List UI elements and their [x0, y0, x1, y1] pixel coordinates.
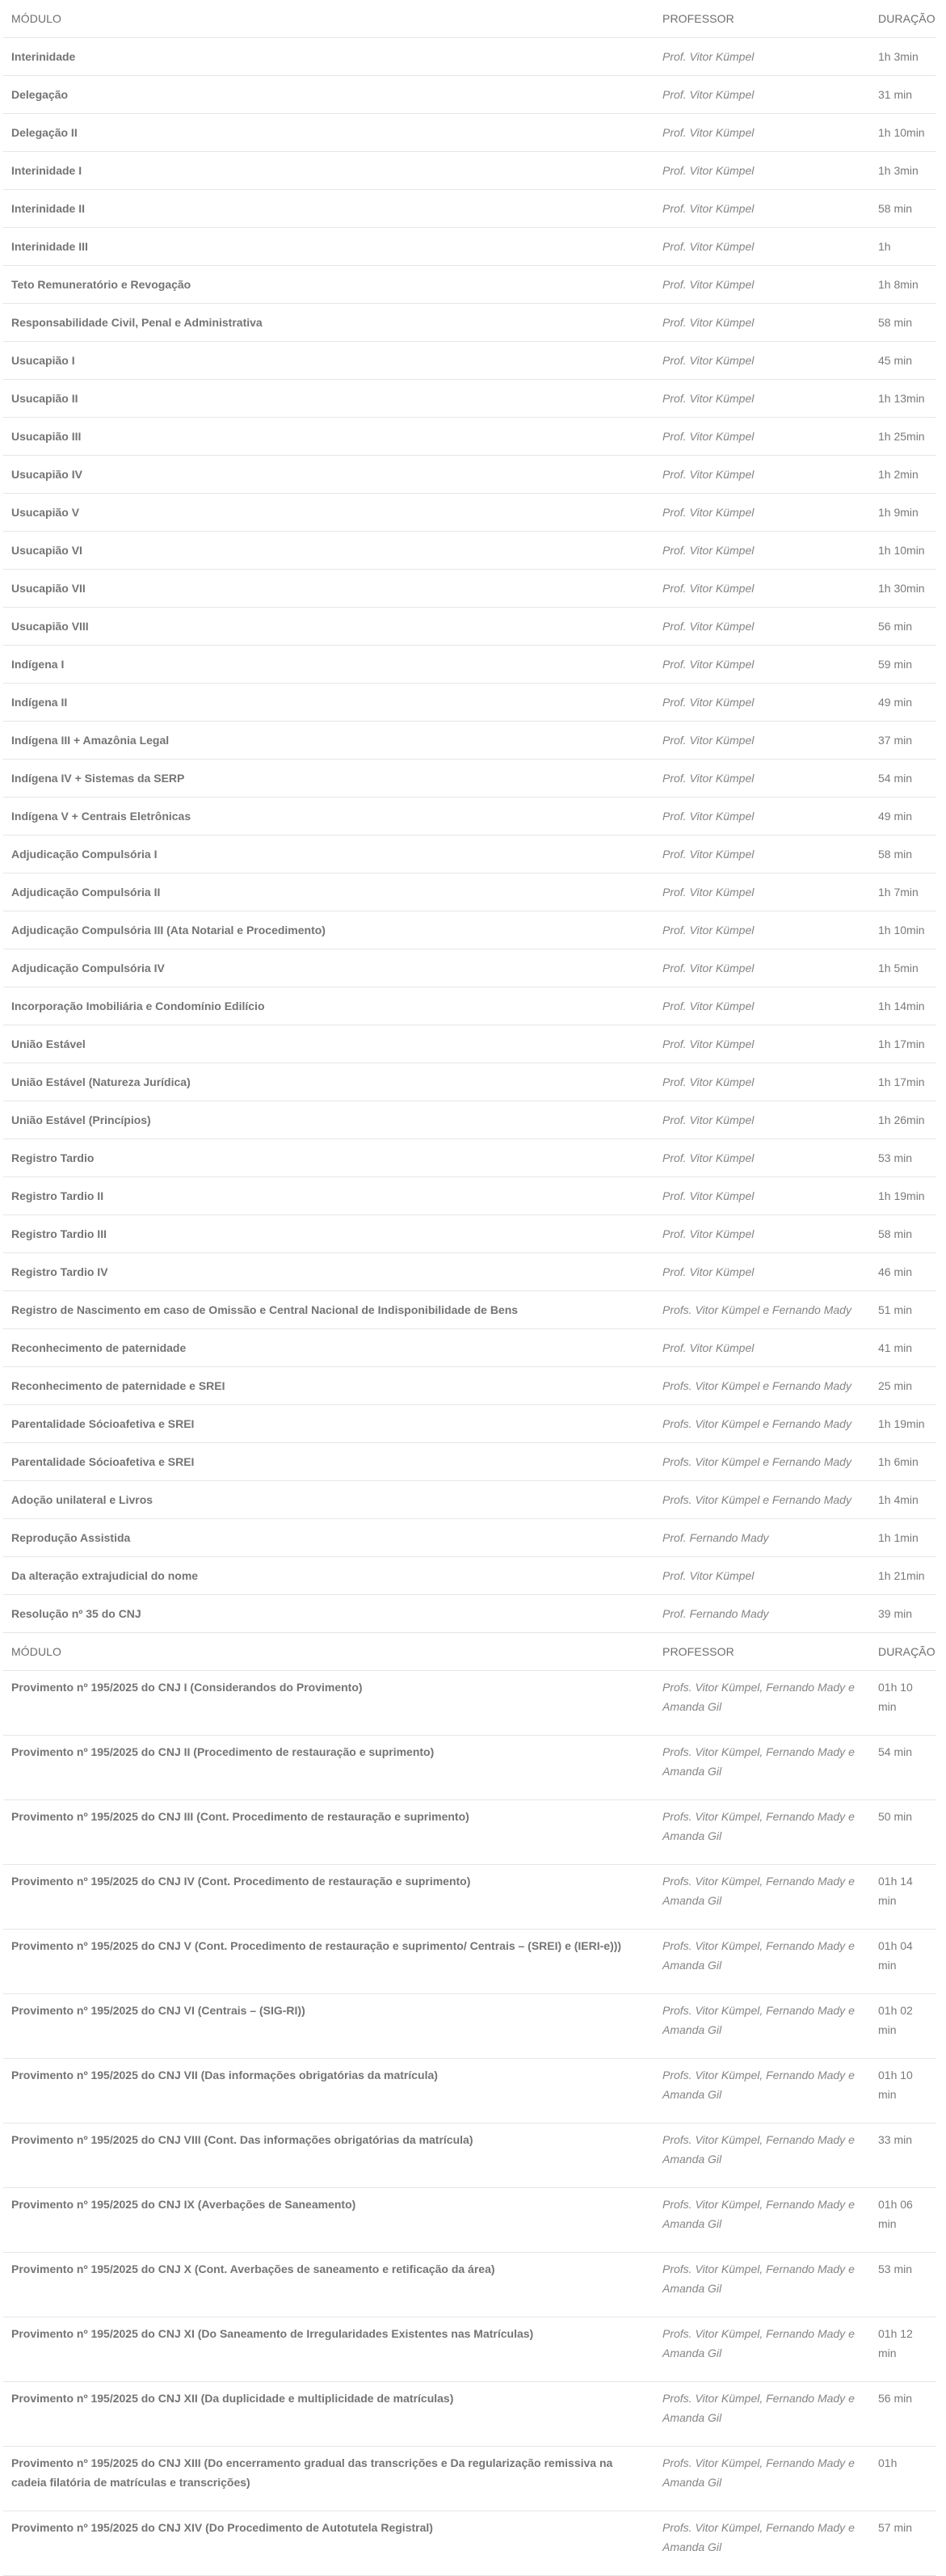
professor-cell: Prof. Vitor Kümpel — [654, 342, 870, 380]
table-row — [3, 152, 936, 190]
table-row — [3, 1865, 936, 1930]
module-name-cell: Provimento nº 195/2025 do CNJ VII (Das informações obrigatórias da matrícula) — [3, 2059, 654, 2124]
table-row — [3, 2253, 936, 2317]
professor-cell: Prof. Vitor Kümpel — [654, 1253, 870, 1291]
table-row — [3, 76, 936, 114]
table-row — [3, 646, 936, 684]
professor-cell: Profs. Vitor Kümpel, Fernando Mady e Amanda Gil — [654, 1994, 870, 2059]
module-name-cell: Provimento nº 195/2025 do CNJ XII (Da duplicidade e multiplicidade de matrículas) — [3, 2382, 654, 2447]
module-name-cell: Adjudicação Compulsória IV — [3, 949, 654, 987]
professor-cell: Prof. Vitor Kümpel — [654, 228, 870, 266]
module-name-cell: Registro Tardio III — [3, 1215, 654, 1253]
duration-cell: 01h 10 min — [870, 2059, 936, 2124]
duration-cell: 58 min — [870, 304, 936, 342]
module-name-cell: Reconhecimento de paternidade e SREI — [3, 1367, 654, 1405]
table-row — [3, 2511, 936, 2576]
module-name-cell: Interinidade I — [3, 152, 654, 190]
professor-cell: Prof. Vitor Kümpel — [654, 1025, 870, 1063]
column-header-modulo: MÓDULO — [3, 1633, 654, 1671]
professor-cell: Prof. Vitor Kümpel — [654, 987, 870, 1025]
professor-cell: Prof. Vitor Kümpel — [654, 608, 870, 646]
duration-cell: 54 min — [870, 1736, 936, 1800]
table-header-row — [3, 1633, 936, 1671]
professor-cell: Prof. Vitor Kümpel — [654, 38, 870, 76]
professor-cell: Prof. Vitor Kümpel — [654, 76, 870, 114]
duration-cell: 1h 17min — [870, 1025, 936, 1063]
module-name-cell: Provimento nº 195/2025 do CNJ IV (Cont. Procedimento de restauração e suprimento) — [3, 1865, 654, 1930]
duration-cell: 39 min — [870, 1595, 936, 1633]
professor-cell: Profs. Vitor Kümpel, Fernando Mady e Amanda Gil — [654, 2382, 870, 2447]
professor-cell: Prof. Vitor Kümpel — [654, 532, 870, 570]
professor-cell: Profs. Vitor Kümpel, Fernando Mady e Amanda Gil — [654, 2511, 870, 2576]
table-row — [3, 1215, 936, 1253]
duration-cell: 1h 9min — [870, 494, 936, 532]
module-name-cell: Adoção unilateral e Livros — [3, 1481, 654, 1519]
table-row — [3, 2124, 936, 2188]
table-row — [3, 1481, 936, 1519]
duration-cell: 53 min — [870, 1139, 936, 1177]
module-name-cell: Provimento nº 195/2025 do CNJ VI (Centrais – (SIG-RI)) — [3, 1994, 654, 2059]
duration-cell: 1h 2min — [870, 456, 936, 494]
module-name-cell: União Estável (Princípios) — [3, 1101, 654, 1139]
professor-cell: Prof. Vitor Kümpel — [654, 646, 870, 684]
table-row — [3, 873, 936, 911]
professor-cell: Prof. Vitor Kümpel — [654, 494, 870, 532]
duration-cell: 01h 04 min — [870, 1930, 936, 1994]
module-name-cell: União Estável — [3, 1025, 654, 1063]
module-name-cell: União Estável (Natureza Jurídica) — [3, 1063, 654, 1101]
duration-cell: 1h 4min — [870, 1481, 936, 1519]
professor-cell: Profs. Vitor Kümpel e Fernando Mady — [654, 1481, 870, 1519]
table-row — [3, 1025, 936, 1063]
module-name-cell: Provimento nº 195/2025 do CNJ I (Considerandos do Provimento) — [3, 1671, 654, 1736]
module-name-cell: Usucapião II — [3, 380, 654, 418]
professor-cell: Prof. Vitor Kümpel — [654, 911, 870, 949]
professor-cell: Prof. Vitor Kümpel — [654, 1101, 870, 1139]
module-name-cell: Provimento nº 195/2025 do CNJ II (Procedimento de restauração e suprimento) — [3, 1736, 654, 1800]
table-row — [3, 1671, 936, 1736]
duration-cell: 01h 12 min — [870, 2317, 936, 2382]
professor-cell: Profs. Vitor Kümpel, Fernando Mady e Amanda Gil — [654, 2188, 870, 2253]
module-name-cell: Registro de Nascimento em caso de Omissão e Central Nacional de Indisponibilidade de Bens — [3, 1291, 654, 1329]
duration-cell: 59 min — [870, 646, 936, 684]
table-row — [3, 1139, 936, 1177]
professor-cell: Profs. Vitor Kümpel, Fernando Mady e Amanda Gil — [654, 1736, 870, 1800]
professor-cell: Prof. Vitor Kümpel — [654, 836, 870, 873]
table-row — [3, 836, 936, 873]
duration-cell: 01h — [870, 2447, 936, 2511]
duration-cell: 1h 5min — [870, 949, 936, 987]
duration-cell: 1h 30min — [870, 570, 936, 608]
module-name-cell: Teto Remuneratório e Revogação — [3, 266, 654, 304]
duration-cell: 1h 7min — [870, 873, 936, 911]
duration-cell: 01h 14 min — [870, 1865, 936, 1930]
duration-cell: 1h 3min — [870, 38, 936, 76]
duration-cell: 1h 8min — [870, 266, 936, 304]
duration-cell: 49 min — [870, 684, 936, 722]
duration-cell: 25 min — [870, 1367, 936, 1405]
professor-cell: Prof. Vitor Kümpel — [654, 684, 870, 722]
professor-cell: Prof. Vitor Kümpel — [654, 304, 870, 342]
professor-cell: Profs. Vitor Kümpel e Fernando Mady — [654, 1367, 870, 1405]
professor-cell: Profs. Vitor Kümpel, Fernando Mady e Amanda Gil — [654, 2059, 870, 2124]
professor-cell: Prof. Vitor Kümpel — [654, 114, 870, 152]
table-row — [3, 911, 936, 949]
professor-cell: Prof. Vitor Kümpel — [654, 266, 870, 304]
duration-cell: 51 min — [870, 1291, 936, 1329]
duration-cell: 1h 10min — [870, 911, 936, 949]
table-row — [3, 1519, 936, 1557]
module-name-cell: Usucapião VIII — [3, 608, 654, 646]
module-name-cell: Interinidade II — [3, 190, 654, 228]
duration-cell: 1h 19min — [870, 1177, 936, 1215]
professor-cell: Prof. Vitor Kümpel — [654, 1177, 870, 1215]
table-row — [3, 1177, 936, 1215]
professor-cell: Prof. Vitor Kümpel — [654, 570, 870, 608]
module-name-cell: Provimento nº 195/2025 do CNJ V (Cont. Procedimento de restauração e suprimento/ Centrais – (SREI) e (IERI-e))) — [3, 1930, 654, 1994]
duration-cell: 56 min — [870, 608, 936, 646]
table-row — [3, 760, 936, 798]
duration-cell: 1h 10min — [870, 114, 936, 152]
table-row — [3, 2188, 936, 2253]
duration-cell: 1h 17min — [870, 1063, 936, 1101]
module-name-cell: Indígena III + Amazônia Legal — [3, 722, 654, 760]
module-name-cell: Provimento nº 195/2025 do CNJ XIV (Do Procedimento de Autotutela Registral) — [3, 2511, 654, 2576]
professor-cell: Prof. Vitor Kümpel — [654, 1329, 870, 1367]
module-name-cell: Interinidade III — [3, 228, 654, 266]
module-name-cell: Registro Tardio — [3, 1139, 654, 1177]
table-row — [3, 114, 936, 152]
professor-cell: Prof. Vitor Kümpel — [654, 760, 870, 798]
column-header-duracao: DURAÇÃO — [870, 0, 936, 38]
duration-cell: 1h — [870, 228, 936, 266]
module-name-cell: Provimento nº 195/2025 do CNJ IX (Averbações de Saneamento) — [3, 2188, 654, 2253]
table-row — [3, 1291, 936, 1329]
table-row — [3, 418, 936, 456]
duration-cell: 54 min — [870, 760, 936, 798]
professor-cell: Profs. Vitor Kümpel, Fernando Mady e Amanda Gil — [654, 2253, 870, 2317]
table-row — [3, 1101, 936, 1139]
professor-cell: Prof. Vitor Kümpel — [654, 798, 870, 836]
table-row — [3, 570, 936, 608]
duration-cell: 01h 10 min — [870, 1671, 936, 1736]
module-name-cell: Registro Tardio II — [3, 1177, 654, 1215]
table-row — [3, 1800, 936, 1865]
table-row — [3, 1736, 936, 1800]
professor-cell: Prof. Vitor Kümpel — [654, 1557, 870, 1595]
table-row — [3, 304, 936, 342]
module-name-cell: Usucapião I — [3, 342, 654, 380]
table-row — [3, 2317, 936, 2382]
duration-cell: 46 min — [870, 1253, 936, 1291]
professor-cell: Profs. Vitor Kümpel, Fernando Mady e Amanda Gil — [654, 1800, 870, 1865]
duration-cell: 53 min — [870, 2253, 936, 2317]
module-name-cell: Usucapião III — [3, 418, 654, 456]
professor-cell: Prof. Vitor Kümpel — [654, 873, 870, 911]
module-name-cell: Indígena II — [3, 684, 654, 722]
table-row — [3, 1405, 936, 1443]
module-name-cell: Usucapião IV — [3, 456, 654, 494]
professor-cell: Prof. Vitor Kümpel — [654, 949, 870, 987]
duration-cell: 1h 19min — [870, 1405, 936, 1443]
table-row — [3, 266, 936, 304]
module-name-cell: Provimento nº 195/2025 do CNJ X (Cont. Averbações de saneamento e retificação da área) — [3, 2253, 654, 2317]
table-row — [3, 1063, 936, 1101]
professor-cell: Prof. Fernando Mady — [654, 1519, 870, 1557]
professor-cell: Prof. Vitor Kümpel — [654, 190, 870, 228]
module-name-cell: Incorporação Imobiliária e Condomínio Edilício — [3, 987, 654, 1025]
table-row — [3, 1443, 936, 1481]
duration-cell: 1h 3min — [870, 152, 936, 190]
professor-cell: Profs. Vitor Kümpel, Fernando Mady e Amanda Gil — [654, 2317, 870, 2382]
duration-cell: 56 min — [870, 2382, 936, 2447]
duration-cell: 1h 21min — [870, 1557, 936, 1595]
module-name-cell: Usucapião VII — [3, 570, 654, 608]
table-row — [3, 1329, 936, 1367]
professor-cell: Prof. Vitor Kümpel — [654, 722, 870, 760]
table-row — [3, 987, 936, 1025]
professor-cell: Profs. Vitor Kümpel e Fernando Mady — [654, 1291, 870, 1329]
duration-cell: 01h 02 min — [870, 1994, 936, 2059]
duration-cell: 1h 10min — [870, 532, 936, 570]
duration-cell: 1h 13min — [870, 380, 936, 418]
module-name-cell: Delegação — [3, 76, 654, 114]
module-name-cell: Provimento nº 195/2025 do CNJ XI (Do Saneamento de Irregularidades Existentes nas Matrículas) — [3, 2317, 654, 2382]
column-header-professor: PROFESSOR — [654, 1633, 870, 1671]
table-row — [3, 1595, 936, 1633]
module-name-cell: Da alteração extrajudicial do nome — [3, 1557, 654, 1595]
table-row — [3, 2447, 936, 2511]
module-name-cell: Reconhecimento de paternidade — [3, 1329, 654, 1367]
table-row — [3, 608, 936, 646]
table-row — [3, 798, 936, 836]
professor-cell: Profs. Vitor Kümpel, Fernando Mady e Amanda Gil — [654, 2447, 870, 2511]
module-name-cell: Delegação II — [3, 114, 654, 152]
column-header-duracao: DURAÇÃO — [870, 1633, 936, 1671]
duration-cell: 58 min — [870, 1215, 936, 1253]
duration-cell: 33 min — [870, 2124, 936, 2188]
module-name-cell: Usucapião VI — [3, 532, 654, 570]
modules-table — [3, 0, 936, 2576]
duration-cell: 57 min — [870, 2511, 936, 2576]
module-name-cell: Adjudicação Compulsória II — [3, 873, 654, 911]
table-row — [3, 2059, 936, 2124]
professor-cell: Prof. Fernando Mady — [654, 1595, 870, 1633]
professor-cell: Prof. Vitor Kümpel — [654, 456, 870, 494]
duration-cell: 01h 06 min — [870, 2188, 936, 2253]
table-row — [3, 1557, 936, 1595]
table-row — [3, 684, 936, 722]
duration-cell: 45 min — [870, 342, 936, 380]
column-header-professor: PROFESSOR — [654, 0, 870, 38]
professor-cell: Profs. Vitor Kümpel e Fernando Mady — [654, 1443, 870, 1481]
module-name-cell: Indígena V + Centrais Eletrônicas — [3, 798, 654, 836]
duration-cell: 1h 25min — [870, 418, 936, 456]
duration-cell: 1h 6min — [870, 1443, 936, 1481]
module-name-cell: Parentalidade Sócioafetiva e SREI — [3, 1443, 654, 1481]
duration-cell: 50 min — [870, 1800, 936, 1865]
professor-cell: Profs. Vitor Kümpel, Fernando Mady e Amanda Gil — [654, 1865, 870, 1930]
module-name-cell: Interinidade — [3, 38, 654, 76]
module-name-cell: Provimento nº 195/2025 do CNJ XIII (Do encerramento gradual das transcrições e Da regularização remissiva na cadeia filatória de matrículas e transcrições) — [3, 2447, 654, 2511]
table-row — [3, 228, 936, 266]
module-name-cell: Parentalidade Sócioafetiva e SREI — [3, 1405, 654, 1443]
professor-cell: Prof. Vitor Kümpel — [654, 380, 870, 418]
module-name-cell: Registro Tardio IV — [3, 1253, 654, 1291]
table-row — [3, 190, 936, 228]
professor-cell: Profs. Vitor Kümpel, Fernando Mady e Amanda Gil — [654, 2124, 870, 2188]
table-row — [3, 949, 936, 987]
table-row — [3, 1367, 936, 1405]
professor-cell: Prof. Vitor Kümpel — [654, 418, 870, 456]
table-row — [3, 342, 936, 380]
table-header-row — [3, 0, 936, 38]
table-row — [3, 2382, 936, 2447]
table-row — [3, 380, 936, 418]
professor-cell: Prof. Vitor Kümpel — [654, 1063, 870, 1101]
duration-cell: 1h 1min — [870, 1519, 936, 1557]
table-row — [3, 494, 936, 532]
professor-cell: Prof. Vitor Kümpel — [654, 1139, 870, 1177]
duration-cell: 41 min — [870, 1329, 936, 1367]
table-row — [3, 38, 936, 76]
modules-table-body-2 — [3, 1633, 936, 2576]
table-row — [3, 722, 936, 760]
duration-cell: 49 min — [870, 798, 936, 836]
professor-cell: Profs. Vitor Kümpel e Fernando Mady — [654, 1405, 870, 1443]
module-name-cell: Responsabilidade Civil, Penal e Administrativa — [3, 304, 654, 342]
table-row — [3, 1930, 936, 1994]
module-name-cell: Adjudicação Compulsória III (Ata Notarial e Procedimento) — [3, 911, 654, 949]
module-name-cell: Usucapião V — [3, 494, 654, 532]
professor-cell: Profs. Vitor Kümpel, Fernando Mady e Amanda Gil — [654, 1671, 870, 1736]
table-row — [3, 456, 936, 494]
duration-cell: 37 min — [870, 722, 936, 760]
module-name-cell: Adjudicação Compulsória I — [3, 836, 654, 873]
column-header-modulo: MÓDULO — [3, 0, 654, 38]
professor-cell: Prof. Vitor Kümpel — [654, 152, 870, 190]
module-name-cell: Indígena IV + Sistemas da SERP — [3, 760, 654, 798]
professor-cell: Prof. Vitor Kümpel — [654, 1215, 870, 1253]
table-row — [3, 1994, 936, 2059]
table-row — [3, 532, 936, 570]
module-name-cell: Provimento nº 195/2025 do CNJ III (Cont. Procedimento de restauração e suprimento) — [3, 1800, 654, 1865]
duration-cell: 58 min — [870, 836, 936, 873]
module-name-cell: Indígena I — [3, 646, 654, 684]
modules-table-body-1 — [3, 0, 936, 1633]
module-name-cell: Reprodução Assistida — [3, 1519, 654, 1557]
duration-cell: 1h 26min — [870, 1101, 936, 1139]
module-name-cell: Provimento nº 195/2025 do CNJ VIII (Cont. Das informações obrigatórias da matrícula) — [3, 2124, 654, 2188]
duration-cell: 31 min — [870, 76, 936, 114]
duration-cell: 58 min — [870, 190, 936, 228]
table-row — [3, 1253, 936, 1291]
duration-cell: 1h 14min — [870, 987, 936, 1025]
module-name-cell: Resolução nº 35 do CNJ — [3, 1595, 654, 1633]
professor-cell: Profs. Vitor Kümpel, Fernando Mady e Amanda Gil — [654, 1930, 870, 1994]
